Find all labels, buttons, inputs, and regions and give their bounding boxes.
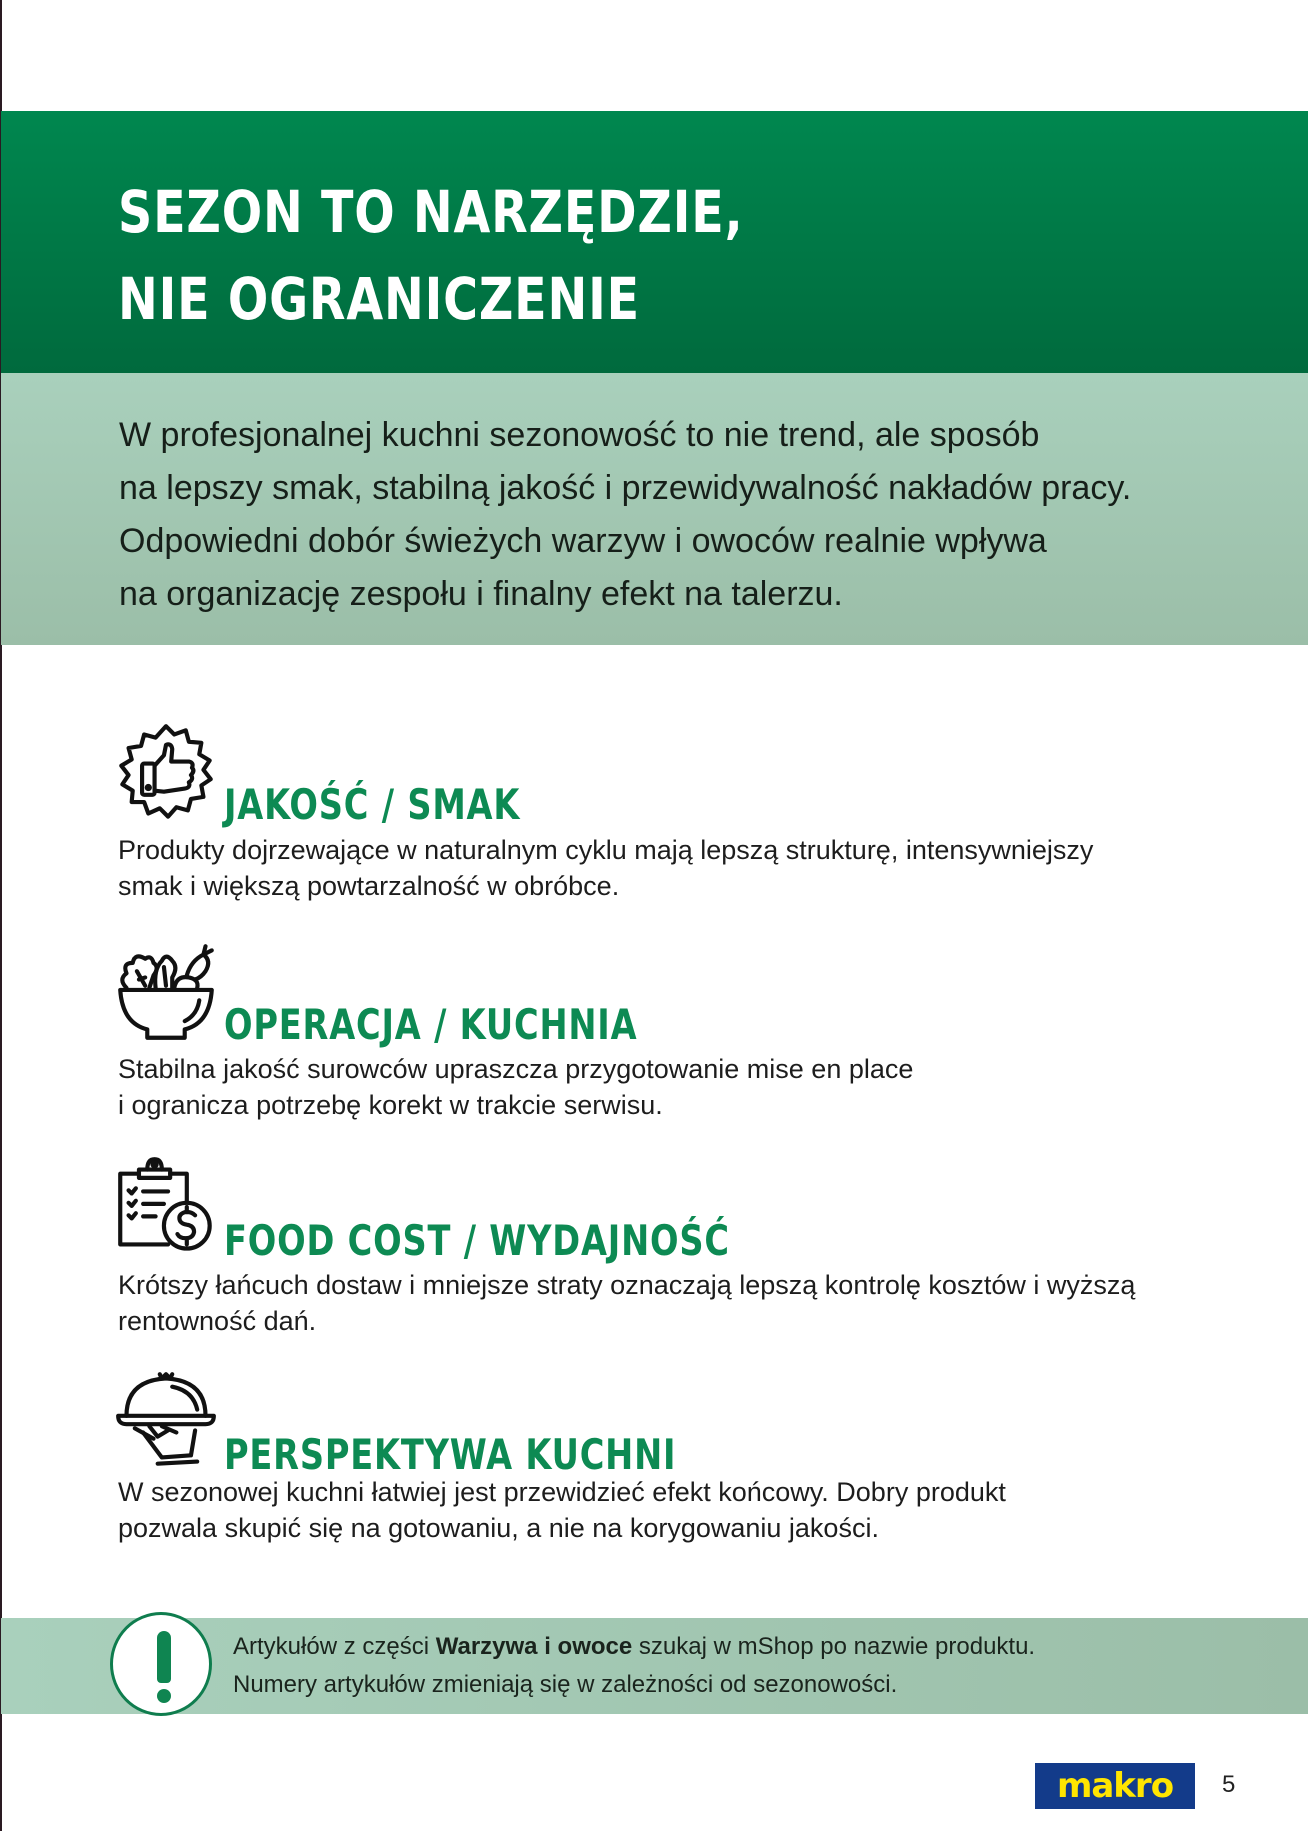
note-bold-category: Warzywa i owoce: [435, 1633, 633, 1660]
thumbs-up-badge-icon: [112, 722, 220, 826]
page-title: [118, 169, 743, 343]
note-line-2: Numery artykułów zmieniają się w zależności od sezonowości.: [233, 1671, 898, 1698]
info-note-text: [233, 1628, 1035, 1704]
note-text-part: szukaj w mShop po nazwie produktu.: [632, 1633, 1036, 1660]
section-body: [118, 832, 1093, 904]
intro-line: Odpowiedni dobór świeżych warzyw i owoców realnie wpływa: [119, 522, 1047, 560]
body-line: rentowność dań.: [118, 1306, 317, 1336]
title-banner: [1, 111, 1308, 373]
salad-bowl-icon: [112, 940, 220, 1044]
section-heading: FOOD COST / WYDAJNOŚĆ: [224, 1216, 730, 1265]
title-line-1: SEZON TO NARZĘDZIE,: [118, 178, 744, 246]
exclamation-dot: [157, 1689, 171, 1703]
body-line: Produkty dojrzewające w naturalnym cyklu mają lepszą strukturę, intensywniejszy: [118, 835, 1094, 865]
body-line: pozwala skupić się na gotowaniu, a nie na korygowaniu jakości.: [118, 1513, 879, 1543]
body-line: i ogranicza potrzebę korekt w trakcie serwisu.: [118, 1090, 663, 1120]
logo-wordmark: makro: [1056, 1766, 1174, 1806]
cloche-serving-icon: [112, 1368, 220, 1472]
intro-line: W profesjonalnej kuchni sezonowość to nie trend, ale sposób: [119, 416, 1040, 454]
exclamation-icon: [110, 1612, 212, 1716]
intro-paragraph: [119, 409, 1131, 621]
makro-logo: [1035, 1763, 1195, 1809]
clipboard-dollar-icon: [112, 1155, 220, 1259]
section-body: [118, 1267, 1135, 1339]
title-line-2: NIE OGRANICZENIE: [118, 265, 640, 333]
section-heading: OPERACJA / KUCHNIA: [224, 1000, 638, 1049]
section-body: [118, 1051, 913, 1123]
body-line: smak i większą powtarzalność w obróbce.: [118, 871, 620, 901]
exclamation-bar: [157, 1631, 171, 1683]
section-heading: JAKOŚĆ / SMAK: [224, 780, 521, 829]
section-heading: PERSPEKTYWA KUCHNI: [224, 1430, 677, 1479]
intro-line: na lepszy smak, stabilną jakość i przewidywalność nakładów pracy.: [119, 469, 1132, 507]
section-body: [118, 1474, 1006, 1546]
page-number: 5: [1222, 1771, 1236, 1798]
body-line: Stabilna jakość surowców upraszcza przygotowanie mise en place: [118, 1054, 914, 1084]
body-line: Krótszy łańcuch dostaw i mniejsze straty oznaczają lepszą kontrolę kosztów i wyższą: [118, 1270, 1136, 1300]
note-text-part: Artykułów z części: [233, 1633, 436, 1660]
intro-line: na organizację zespołu i finalny efekt na talerzu.: [119, 575, 843, 613]
body-line: W sezonowej kuchni łatwiej jest przewidzieć efekt końcowy. Dobry produkt: [118, 1477, 1006, 1507]
intro-band: [1, 373, 1308, 645]
